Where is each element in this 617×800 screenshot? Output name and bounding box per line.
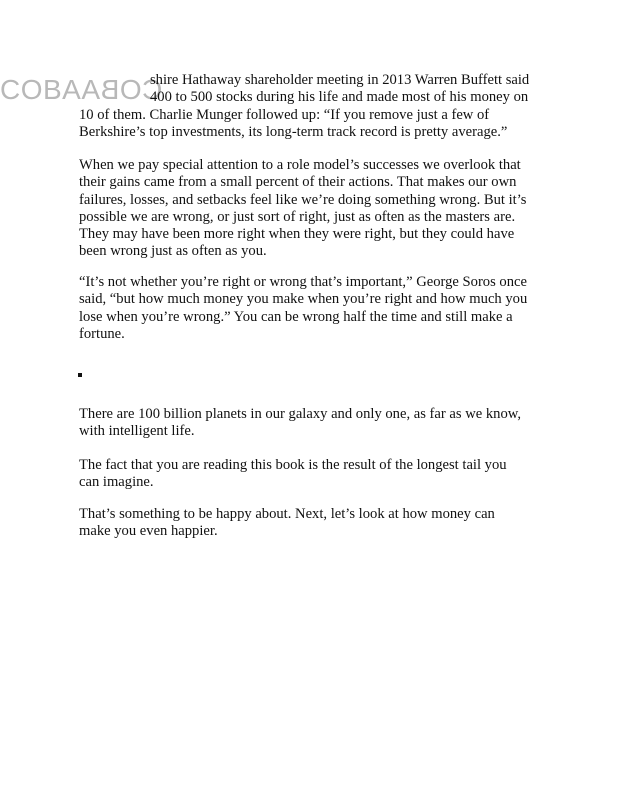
text-line: 400 to 500 stocks during his life and made most of his money on	[150, 89, 529, 106]
text-line: been wrong just as often as you.	[79, 243, 267, 260]
paragraph-longest-tail	[79, 457, 549, 492]
paragraph-role-model	[79, 157, 549, 261]
paragraph-happy	[79, 506, 549, 541]
text-line: failures, losses, and setbacks feel like we’re doing something wrong. But it’s	[79, 191, 527, 208]
text-line: possible we are wrong, or just sort of right, just as often as the masters are.	[79, 208, 516, 225]
section-break-mark	[78, 373, 82, 377]
paragraph-planets	[79, 406, 549, 441]
text-line: said, “but how much money you make when you’re right and how much you	[79, 291, 528, 308]
text-line: 10 of them. Charlie Munger followed up: “If you remove just a few of	[79, 106, 490, 123]
text-line: lose when you’re wrong.” You can be wrong half the time and still make a	[79, 308, 513, 325]
text-line: The fact that you are reading this book is the result of the longest tail you	[79, 457, 507, 473]
text-line: There are 100 billion planets in our galaxy and only one, as far as we know,	[79, 406, 522, 422]
watermark-text: COBA	[0, 74, 82, 105]
text-line: make you even happier.	[79, 523, 218, 540]
paragraph-buffett	[79, 72, 549, 141]
text-line: their gains came from a small percent of their actions. That makes our own	[79, 174, 517, 191]
text-line: “It’s not whether you’re right or wrong that’s important,” George Soros once	[79, 274, 527, 290]
text-line: They may have been more right when they were right, but they could have	[79, 226, 515, 243]
text-line: with intelligent life.	[79, 423, 195, 440]
text-line: shire Hathaway shareholder meeting in 2013 Warren Buffett said	[150, 72, 530, 88]
text-line: Berkshire’s top investments, its long-term track record is pretty average.”	[79, 123, 508, 140]
watermark-mirrored-text: COBA	[81, 74, 163, 105]
paragraph-soros-quote	[79, 274, 549, 343]
text-line: fortune.	[79, 325, 125, 342]
text-line: When we pay special attention to a role model’s successes we overlook that	[79, 157, 521, 173]
text-line: That’s something to be happy about. Next, let’s look at how money can	[79, 506, 495, 522]
text-line: can imagine.	[79, 474, 154, 491]
